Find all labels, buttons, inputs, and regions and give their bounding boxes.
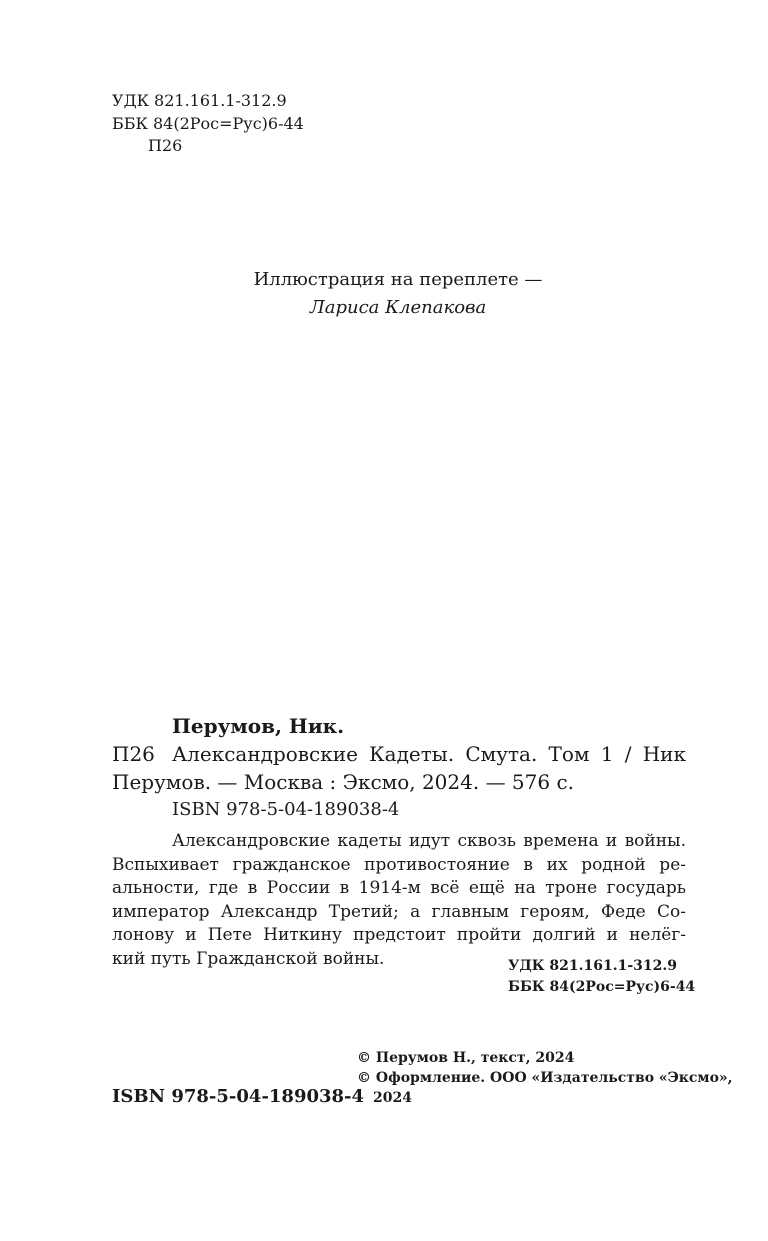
annotation-line: альности, где в России в 1914-м всё ещё на троне государь [112,878,686,898]
illustration-label: Иллюстрация на переплете — [253,269,543,290]
copyright-block [357,1048,733,1108]
bbk-code: ББК 84(2Рос=Рус)6-44 [112,113,304,133]
top-classification-codes [112,90,304,158]
copyright-design: © Оформление. ООО «Издательство «Эксмо», [357,1070,733,1086]
catalog-isbn: ISBN 978-5-04-189038-4 [172,799,400,820]
catalog-bbk: ББК 84(2Рос=Рус)6-44 [508,979,696,995]
cover-illustration-credit [0,266,768,322]
annotation [112,830,686,971]
copyright-text: © Перумов Н., текст, 2024 [357,1050,575,1066]
copyright-design-year: 2024 [373,1090,412,1106]
isbn-footer: ISBN 978-5-04-189038-4 [112,1086,365,1107]
catalog-author-mark: П26 [112,742,155,766]
catalog-udk: УДК 821.161.1-312.9 [508,958,678,974]
annotation-line: Александровские кадеты идут сквозь времена и войны. [172,831,686,851]
udk-code: УДК 821.161.1-312.9 [112,91,287,110]
catalog-title-block [112,740,686,796]
annotation-line: лонову и Пете Ниткину предстоит пройти долгий и нелёг- [112,925,686,945]
catalog-title-line-1: Александровские Кадеты. Смута. Том 1 / Ник [172,742,686,766]
catalog-title-line-2: Перумов. — Москва : Эксмо, 2024. — 576 с. [112,770,575,794]
catalog-classification-codes [508,956,695,998]
author-mark: П26 [148,136,183,155]
catalog-author: Перумов, Ник. [172,714,345,738]
illustration-artist: Лариса Клепакова [309,297,487,318]
annotation-line: Вспыхивает гражданское противостояние в их родной ре- [112,854,686,875]
annotation-line: кий путь Гражданской войны. [112,948,385,969]
annotation-line: император Александр Третий; а главным героям, Феде Со- [112,901,686,922]
